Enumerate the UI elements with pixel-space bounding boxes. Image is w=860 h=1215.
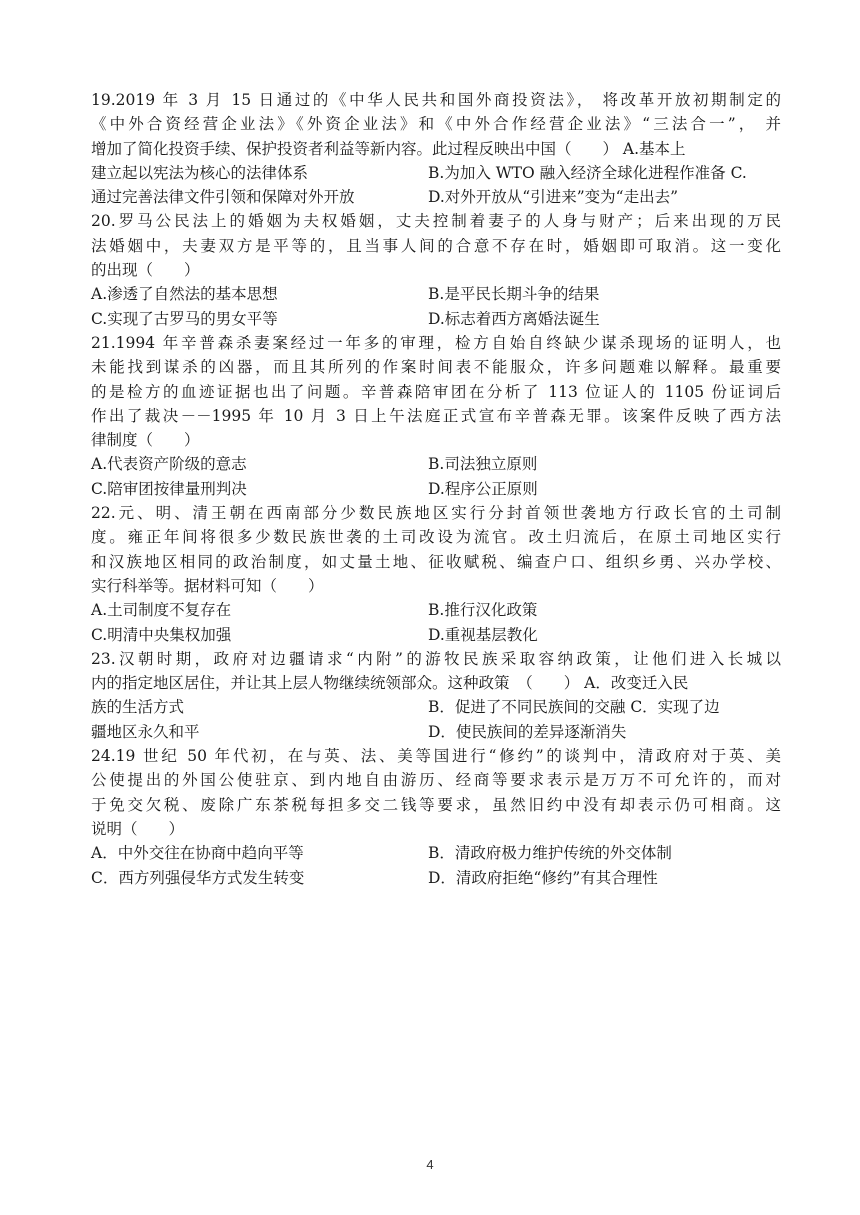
- question-20: [91, 209, 781, 330]
- option-d: D.重视基层教化: [428, 625, 538, 644]
- question-text-line: 22.元、明、清王朝在西南部分少数民族地区实行分封首领世袭地方行政长官的土司制: [91, 504, 781, 523]
- option-c: C.陪审团按律量刑判决: [91, 479, 247, 498]
- question-text-line: 公使提出的外国公使驻京、到内地自由游历、经商等要求表示是万万不可允许的，而对: [91, 771, 781, 790]
- option-a: A.土司制度不复存在: [91, 601, 232, 620]
- option-row: [91, 282, 781, 306]
- question-text-line: 作出了裁决－－1995 年 10 月 3 日上午法庭正式宣布辛普森无罪。该案件反映了西方法: [91, 406, 781, 425]
- question-text-line: 说明（ ）: [91, 819, 185, 838]
- option-text: 族的生活方式: [91, 698, 185, 717]
- option-d: D.标志着西方离婚法诞生: [428, 309, 600, 328]
- option-row: [91, 452, 781, 476]
- option-text: 疆地区永久和平: [91, 722, 200, 741]
- option-row: [91, 185, 781, 209]
- question-text-line: 度。雍正年间将很多少数民族世袭的土司改设为流官。改土归流后，在原土司地区实行: [91, 528, 781, 547]
- option-row: [91, 477, 781, 501]
- question-text-line: 《中外合资经营企业法》《外资企业法》和《中外合作经营企业法》“三法合一”， 并: [91, 115, 781, 134]
- option-text: 通过完善法律文件引领和保障对外开放: [91, 188, 355, 207]
- option-row: [91, 841, 781, 865]
- question-text-line: 未能找到谋杀的凶器，而且其所列的作案时间表不能服众，许多问题难以解释。最重要: [91, 358, 781, 377]
- question-19: [91, 88, 781, 209]
- option-a: A.渗透了自然法的基本思想: [91, 285, 278, 304]
- option-c: C．西方列强侵华方式发生转变: [91, 868, 305, 887]
- option-row: [91, 866, 781, 890]
- question-text-line: 的出现（ ）: [91, 261, 200, 280]
- option-text: B.为加入 WTO 融入经济全球化进程作准备 C.: [428, 163, 747, 182]
- question-list: [91, 88, 781, 890]
- question-text-line: 增加了简化投资手续、保护投资者利益等新内容。此过程反映出中国（ ） A.基本上: [91, 139, 686, 158]
- option-row: [91, 695, 781, 719]
- option-text: D．使民族间的差异逐渐消失: [428, 722, 627, 741]
- option-row: [91, 623, 781, 647]
- question-23: [91, 647, 781, 744]
- option-row: [91, 720, 781, 744]
- question-24: [91, 744, 781, 890]
- question-text-line: 24.19 世纪 50 年代初，在与英、法、美等国进行“修约”的谈判中，清政府对于英、美: [91, 747, 781, 766]
- option-text: B．促进了不同民族间的交融 C．实现了边: [428, 698, 720, 717]
- question-22: [91, 501, 781, 647]
- question-text-line: 内的指定地区居住，并让其上层人物继续统领部众。这种政策 （ ） A．改变迁入民: [91, 674, 689, 693]
- question-text-line: 20.罗马公民法上的婚姻为夫权婚姻，丈夫控制着妻子的人身与财产；后来出现的万民: [91, 212, 781, 231]
- option-b: B.推行汉化政策: [428, 601, 538, 620]
- option-a: A.代表资产阶级的意志: [91, 455, 247, 474]
- question-text-line: 律制度（ ）: [91, 431, 200, 450]
- option-b: B．清政府极力维护传统的外交体制: [428, 844, 672, 863]
- option-row: [91, 161, 781, 185]
- option-a: A．中外交往在协商中趋向平等: [91, 844, 304, 863]
- option-row: [91, 307, 781, 331]
- option-c: C.实现了古罗马的男女平等: [91, 309, 278, 328]
- question-text-line: 于免交欠税、废除广东茶税每担多交二钱等要求，虽然旧约中没有却表示仍可相商。这: [91, 795, 781, 814]
- option-text: D.对外开放从“引进来”变为“走出去”: [428, 188, 678, 207]
- option-b: B.司法独立原则: [428, 455, 538, 474]
- option-d: D.程序公正原则: [428, 479, 538, 498]
- question-text-line: 21.1994 年辛普森杀妻案经过一年多的审理，检方自始自终缺少谋杀现场的证明人，也: [91, 333, 781, 352]
- question-text-line: 23.汉朝时期，政府对边疆请求“内附”的游牧民族采取容纳政策，让他们进入长城以: [91, 649, 781, 668]
- question-text-line: 法婚姻中，夫妻双方是平等的，且当事人间的合意不存在时，婚姻即可取消。这一变化: [91, 236, 781, 255]
- option-text: 建立起以宪法为核心的法律体系: [91, 163, 309, 182]
- option-c: C.明清中央集权加强: [91, 625, 232, 644]
- option-d: D．清政府拒绝“修约”有其合理性: [428, 868, 658, 887]
- question-text-line: 实行科举等。据材料可知（ ）: [91, 576, 324, 595]
- option-row: [91, 598, 781, 622]
- question-21: [91, 331, 781, 501]
- question-text-line: 19.2019 年 3 月 15 日通过的《中华人民共和国外商投资法》， 将改革开放初期制定的: [91, 91, 781, 109]
- question-text-line: 的是检方的血迹证据也出了问题。辛普森陪审团在分析了 113 位证人的 1105 份证词后: [91, 382, 781, 401]
- question-text-line: 和汉族地区相同的政治制度，如丈量土地、征收赋税、编查户口、组织乡勇、兴办学校、: [91, 552, 781, 571]
- option-b: B.是平民长期斗争的结果: [428, 285, 600, 304]
- page-number: 4: [426, 1157, 434, 1172]
